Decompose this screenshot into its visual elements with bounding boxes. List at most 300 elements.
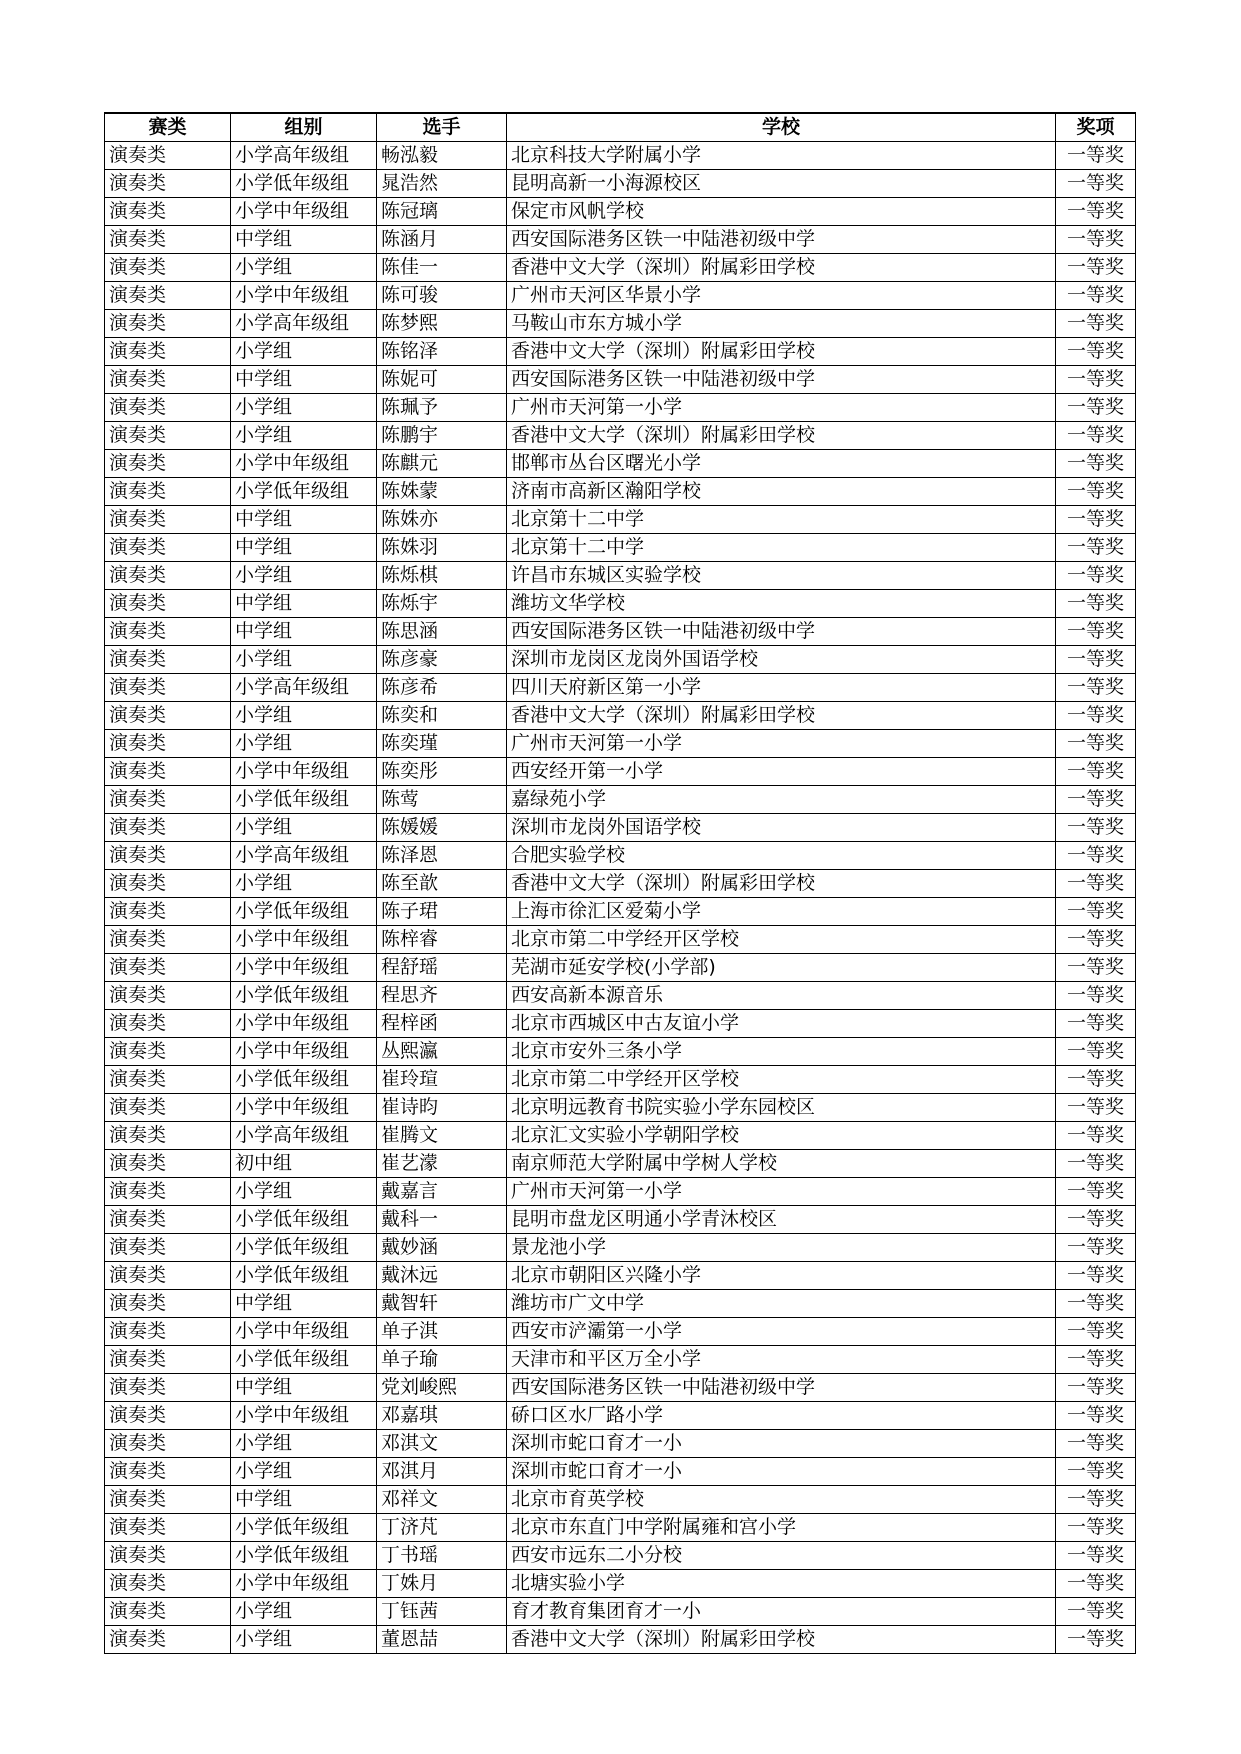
- header-category: 赛类: [105, 113, 231, 142]
- table-row: [105, 1010, 1136, 1038]
- category-cell: 演奏类: [105, 926, 231, 954]
- table-row: [105, 954, 1136, 982]
- group-cell: 小学组: [231, 1178, 377, 1206]
- table-row: [105, 198, 1136, 226]
- table-row: [105, 1234, 1136, 1262]
- contestant-cell: 董恩喆: [377, 1626, 507, 1654]
- contestant-cell: 陈子珺: [377, 898, 507, 926]
- contestant-cell: 陈珮予: [377, 394, 507, 422]
- award-cell: 一等奖: [1056, 1542, 1136, 1570]
- category-cell: 演奏类: [105, 1570, 231, 1598]
- table-row: [105, 870, 1136, 898]
- group-cell: 中学组: [231, 1374, 377, 1402]
- group-cell: 小学低年级组: [231, 786, 377, 814]
- contestant-cell: 陈梓睿: [377, 926, 507, 954]
- group-cell: 小学低年级组: [231, 1262, 377, 1290]
- category-cell: 演奏类: [105, 506, 231, 534]
- category-cell: 演奏类: [105, 1038, 231, 1066]
- school-cell: 香港中文大学（深圳）附属彩田学校: [507, 1626, 1056, 1654]
- award-cell: 一等奖: [1056, 534, 1136, 562]
- school-cell: 深圳市龙岗外国语学校: [507, 814, 1056, 842]
- header-school: 学校: [507, 113, 1056, 142]
- group-cell: 小学组: [231, 702, 377, 730]
- group-cell: 小学低年级组: [231, 1066, 377, 1094]
- contestant-cell: 陈至歆: [377, 870, 507, 898]
- header-group: 组别: [231, 113, 377, 142]
- group-cell: 小学高年级组: [231, 1122, 377, 1150]
- group-cell: 小学组: [231, 562, 377, 590]
- award-cell: 一等奖: [1056, 646, 1136, 674]
- group-cell: 中学组: [231, 506, 377, 534]
- category-cell: 演奏类: [105, 170, 231, 198]
- table-row: [105, 1066, 1136, 1094]
- school-cell: 北京市第二中学经开区学校: [507, 926, 1056, 954]
- school-cell: 马鞍山市东方城小学: [507, 310, 1056, 338]
- school-cell: 嘉绿苑小学: [507, 786, 1056, 814]
- table-row: [105, 730, 1136, 758]
- table-row: [105, 226, 1136, 254]
- school-cell: 北塘实验小学: [507, 1570, 1056, 1598]
- contestant-cell: 戴嘉言: [377, 1178, 507, 1206]
- award-cell: 一等奖: [1056, 814, 1136, 842]
- table-row: [105, 562, 1136, 590]
- table-row: [105, 1374, 1136, 1402]
- award-cell: 一等奖: [1056, 926, 1136, 954]
- school-cell: 景龙池小学: [507, 1234, 1056, 1262]
- table-row: [105, 1486, 1136, 1514]
- school-cell: 香港中文大学（深圳）附属彩田学校: [507, 422, 1056, 450]
- award-cell: 一等奖: [1056, 1486, 1136, 1514]
- contestant-cell: 陈涵月: [377, 226, 507, 254]
- category-cell: 演奏类: [105, 898, 231, 926]
- school-cell: 上海市徐汇区爱菊小学: [507, 898, 1056, 926]
- group-cell: 小学低年级组: [231, 170, 377, 198]
- award-cell: 一等奖: [1056, 702, 1136, 730]
- group-cell: 中学组: [231, 1290, 377, 1318]
- school-cell: 香港中文大学（深圳）附属彩田学校: [507, 338, 1056, 366]
- contestant-cell: 晁浩然: [377, 170, 507, 198]
- group-cell: 小学低年级组: [231, 1206, 377, 1234]
- group-cell: 中学组: [231, 366, 377, 394]
- contestant-cell: 邓祥文: [377, 1486, 507, 1514]
- school-cell: 北京汇文实验小学朝阳学校: [507, 1122, 1056, 1150]
- table-row: [105, 366, 1136, 394]
- contestant-cell: 陈烁棋: [377, 562, 507, 590]
- award-cell: 一等奖: [1056, 170, 1136, 198]
- category-cell: 演奏类: [105, 590, 231, 618]
- group-cell: 小学中年级组: [231, 1010, 377, 1038]
- contestant-cell: 陈冠璃: [377, 198, 507, 226]
- school-cell: 广州市天河第一小学: [507, 1178, 1056, 1206]
- school-cell: 南京师范大学附属中学树人学校: [507, 1150, 1056, 1178]
- school-cell: 许昌市东城区实验学校: [507, 562, 1056, 590]
- category-cell: 演奏类: [105, 954, 231, 982]
- table-row: [105, 1150, 1136, 1178]
- award-cell: 一等奖: [1056, 1122, 1136, 1150]
- school-cell: 昆明市盘龙区明通小学青沐校区: [507, 1206, 1056, 1234]
- group-cell: 小学组: [231, 1626, 377, 1654]
- school-cell: 香港中文大学（深圳）附属彩田学校: [507, 702, 1056, 730]
- category-cell: 演奏类: [105, 226, 231, 254]
- category-cell: 演奏类: [105, 1542, 231, 1570]
- award-cell: 一等奖: [1056, 422, 1136, 450]
- table-row: [105, 814, 1136, 842]
- category-cell: 演奏类: [105, 282, 231, 310]
- school-cell: 保定市风帆学校: [507, 198, 1056, 226]
- award-cell: 一等奖: [1056, 394, 1136, 422]
- award-cell: 一等奖: [1056, 1598, 1136, 1626]
- table-row: [105, 618, 1136, 646]
- category-cell: 演奏类: [105, 1150, 231, 1178]
- table-header: [105, 113, 1136, 142]
- document-page: [104, 112, 1136, 1654]
- group-cell: 小学低年级组: [231, 1542, 377, 1570]
- table-row: [105, 1542, 1136, 1570]
- school-cell: 邯郸市丛台区曙光小学: [507, 450, 1056, 478]
- school-cell: 广州市天河第一小学: [507, 730, 1056, 758]
- category-cell: 演奏类: [105, 814, 231, 842]
- category-cell: 演奏类: [105, 1094, 231, 1122]
- table-row: [105, 1094, 1136, 1122]
- category-cell: 演奏类: [105, 842, 231, 870]
- contestant-cell: 邓嘉琪: [377, 1402, 507, 1430]
- table-row: [105, 1346, 1136, 1374]
- contestant-cell: 畅泓毅: [377, 142, 507, 170]
- table-row: [105, 1290, 1136, 1318]
- group-cell: 小学中年级组: [231, 954, 377, 982]
- category-cell: 演奏类: [105, 310, 231, 338]
- award-cell: 一等奖: [1056, 1066, 1136, 1094]
- category-cell: 演奏类: [105, 786, 231, 814]
- contestant-cell: 单子淇: [377, 1318, 507, 1346]
- table-row: [105, 450, 1136, 478]
- award-cell: 一等奖: [1056, 226, 1136, 254]
- group-cell: 小学组: [231, 1430, 377, 1458]
- contestant-cell: 戴沐远: [377, 1262, 507, 1290]
- contestant-cell: 陈麒元: [377, 450, 507, 478]
- award-cell: 一等奖: [1056, 1206, 1136, 1234]
- table-row: [105, 702, 1136, 730]
- award-cell: 一等奖: [1056, 1318, 1136, 1346]
- category-cell: 演奏类: [105, 1178, 231, 1206]
- group-cell: 小学组: [231, 338, 377, 366]
- school-cell: 西安国际港务区铁一中陆港初级中学: [507, 226, 1056, 254]
- contestant-cell: 党刘峻熙: [377, 1374, 507, 1402]
- group-cell: 中学组: [231, 534, 377, 562]
- category-cell: 演奏类: [105, 1066, 231, 1094]
- contestant-cell: 丁钰茜: [377, 1598, 507, 1626]
- school-cell: 西安国际港务区铁一中陆港初级中学: [507, 1374, 1056, 1402]
- contestant-cell: 陈奕和: [377, 702, 507, 730]
- award-cell: 一等奖: [1056, 450, 1136, 478]
- contestant-cell: 戴科一: [377, 1206, 507, 1234]
- group-cell: 中学组: [231, 1486, 377, 1514]
- school-cell: 北京市第二中学经开区学校: [507, 1066, 1056, 1094]
- group-cell: 小学高年级组: [231, 842, 377, 870]
- award-cell: 一等奖: [1056, 1150, 1136, 1178]
- category-cell: 演奏类: [105, 1430, 231, 1458]
- school-cell: 育才教育集团育才一小: [507, 1598, 1056, 1626]
- group-cell: 小学低年级组: [231, 478, 377, 506]
- group-cell: 小学中年级组: [231, 450, 377, 478]
- category-cell: 演奏类: [105, 338, 231, 366]
- category-cell: 演奏类: [105, 1318, 231, 1346]
- contestant-cell: 丁书瑶: [377, 1542, 507, 1570]
- category-cell: 演奏类: [105, 562, 231, 590]
- award-cell: 一等奖: [1056, 478, 1136, 506]
- school-cell: 北京市朝阳区兴隆小学: [507, 1262, 1056, 1290]
- group-cell: 小学中年级组: [231, 926, 377, 954]
- school-cell: 深圳市龙岗区龙岗外国语学校: [507, 646, 1056, 674]
- awards-table: [104, 112, 1136, 1654]
- group-cell: 小学中年级组: [231, 758, 377, 786]
- table-row: [105, 1318, 1136, 1346]
- category-cell: 演奏类: [105, 1262, 231, 1290]
- award-cell: 一等奖: [1056, 1234, 1136, 1262]
- table-row: [105, 646, 1136, 674]
- award-cell: 一等奖: [1056, 310, 1136, 338]
- award-cell: 一等奖: [1056, 366, 1136, 394]
- group-cell: 小学低年级组: [231, 1346, 377, 1374]
- table-row: [105, 1430, 1136, 1458]
- group-cell: 小学组: [231, 394, 377, 422]
- contestant-cell: 崔诗昀: [377, 1094, 507, 1122]
- category-cell: 演奏类: [105, 730, 231, 758]
- contestant-cell: 程思齐: [377, 982, 507, 1010]
- school-cell: 天津市和平区万全小学: [507, 1346, 1056, 1374]
- school-cell: 香港中文大学（深圳）附属彩田学校: [507, 254, 1056, 282]
- school-cell: 北京市安外三条小学: [507, 1038, 1056, 1066]
- award-cell: 一等奖: [1056, 1094, 1136, 1122]
- group-cell: 小学高年级组: [231, 310, 377, 338]
- award-cell: 一等奖: [1056, 1178, 1136, 1206]
- table-row: [105, 786, 1136, 814]
- contestant-cell: 陈姝亦: [377, 506, 507, 534]
- group-cell: 小学中年级组: [231, 198, 377, 226]
- category-cell: 演奏类: [105, 366, 231, 394]
- award-cell: 一等奖: [1056, 254, 1136, 282]
- group-cell: 中学组: [231, 226, 377, 254]
- group-cell: 小学组: [231, 1458, 377, 1486]
- award-cell: 一等奖: [1056, 1402, 1136, 1430]
- category-cell: 演奏类: [105, 702, 231, 730]
- contestant-cell: 陈思涵: [377, 618, 507, 646]
- group-cell: 小学低年级组: [231, 1234, 377, 1262]
- award-cell: 一等奖: [1056, 590, 1136, 618]
- contestant-cell: 单子瑜: [377, 1346, 507, 1374]
- group-cell: 小学组: [231, 422, 377, 450]
- school-cell: 合肥实验学校: [507, 842, 1056, 870]
- contestant-cell: 邓淇月: [377, 1458, 507, 1486]
- table-row: [105, 1458, 1136, 1486]
- school-cell: 北京第十二中学: [507, 506, 1056, 534]
- award-cell: 一等奖: [1056, 1262, 1136, 1290]
- table-row: [105, 1262, 1136, 1290]
- category-cell: 演奏类: [105, 1626, 231, 1654]
- contestant-cell: 陈姝羽: [377, 534, 507, 562]
- group-cell: 小学中年级组: [231, 1402, 377, 1430]
- award-cell: 一等奖: [1056, 1514, 1136, 1542]
- table-row: [105, 1598, 1136, 1626]
- category-cell: 演奏类: [105, 1458, 231, 1486]
- category-cell: 演奏类: [105, 1122, 231, 1150]
- contestant-cell: 陈彦希: [377, 674, 507, 702]
- table-row: [105, 142, 1136, 170]
- school-cell: 北京科技大学附属小学: [507, 142, 1056, 170]
- contestant-cell: 崔艺濛: [377, 1150, 507, 1178]
- school-cell: 深圳市蛇口育才一小: [507, 1430, 1056, 1458]
- contestant-cell: 陈姝蒙: [377, 478, 507, 506]
- award-cell: 一等奖: [1056, 1290, 1136, 1318]
- table-row: [105, 534, 1136, 562]
- award-cell: 一等奖: [1056, 1430, 1136, 1458]
- award-cell: 一等奖: [1056, 142, 1136, 170]
- contestant-cell: 戴智轩: [377, 1290, 507, 1318]
- contestant-cell: 丁济芃: [377, 1514, 507, 1542]
- group-cell: 小学组: [231, 646, 377, 674]
- category-cell: 演奏类: [105, 534, 231, 562]
- header-row: [105, 113, 1136, 142]
- school-cell: 北京明远教育书院实验小学东园校区: [507, 1094, 1056, 1122]
- contestant-cell: 戴妙涵: [377, 1234, 507, 1262]
- school-cell: 北京市东直门中学附属雍和宫小学: [507, 1514, 1056, 1542]
- school-cell: 潍坊市广文中学: [507, 1290, 1056, 1318]
- table-row: [105, 674, 1136, 702]
- table-row: [105, 1514, 1136, 1542]
- category-cell: 演奏类: [105, 1234, 231, 1262]
- table-row: [105, 842, 1136, 870]
- table-row: [105, 1626, 1136, 1654]
- group-cell: 小学组: [231, 870, 377, 898]
- school-cell: 潍坊文华学校: [507, 590, 1056, 618]
- category-cell: 演奏类: [105, 758, 231, 786]
- category-cell: 演奏类: [105, 1402, 231, 1430]
- group-cell: 小学低年级组: [231, 982, 377, 1010]
- table-row: [105, 282, 1136, 310]
- award-cell: 一等奖: [1056, 198, 1136, 226]
- award-cell: 一等奖: [1056, 338, 1136, 366]
- header-contestant: 选手: [377, 113, 507, 142]
- category-cell: 演奏类: [105, 142, 231, 170]
- school-cell: 西安国际港务区铁一中陆港初级中学: [507, 366, 1056, 394]
- contestant-cell: 崔玲瑄: [377, 1066, 507, 1094]
- table-row: [105, 1178, 1136, 1206]
- school-cell: 西安市远东二小分校: [507, 1542, 1056, 1570]
- award-cell: 一等奖: [1056, 674, 1136, 702]
- contestant-cell: 陈媛媛: [377, 814, 507, 842]
- award-cell: 一等奖: [1056, 1374, 1136, 1402]
- contestant-cell: 陈佳一: [377, 254, 507, 282]
- award-cell: 一等奖: [1056, 758, 1136, 786]
- group-cell: 中学组: [231, 618, 377, 646]
- award-cell: 一等奖: [1056, 842, 1136, 870]
- group-cell: 小学中年级组: [231, 282, 377, 310]
- category-cell: 演奏类: [105, 1486, 231, 1514]
- contestant-cell: 陈彦豪: [377, 646, 507, 674]
- award-cell: 一等奖: [1056, 898, 1136, 926]
- group-cell: 小学组: [231, 1598, 377, 1626]
- category-cell: 演奏类: [105, 982, 231, 1010]
- school-cell: 芜湖市延安学校(小学部): [507, 954, 1056, 982]
- award-cell: 一等奖: [1056, 786, 1136, 814]
- category-cell: 演奏类: [105, 1346, 231, 1374]
- contestant-cell: 陈泽恩: [377, 842, 507, 870]
- school-cell: 广州市天河区华景小学: [507, 282, 1056, 310]
- category-cell: 演奏类: [105, 1598, 231, 1626]
- contestant-cell: 陈莺: [377, 786, 507, 814]
- school-cell: 西安市浐灞第一小学: [507, 1318, 1056, 1346]
- school-cell: 西安高新本源音乐: [507, 982, 1056, 1010]
- school-cell: 硚口区水厂路小学: [507, 1402, 1056, 1430]
- award-cell: 一等奖: [1056, 1570, 1136, 1598]
- category-cell: 演奏类: [105, 450, 231, 478]
- award-cell: 一等奖: [1056, 282, 1136, 310]
- contestant-cell: 陈妮可: [377, 366, 507, 394]
- category-cell: 演奏类: [105, 198, 231, 226]
- category-cell: 演奏类: [105, 1206, 231, 1234]
- award-cell: 一等奖: [1056, 730, 1136, 758]
- header-award: 奖项: [1056, 113, 1136, 142]
- group-cell: 小学中年级组: [231, 1318, 377, 1346]
- table-row: [105, 1038, 1136, 1066]
- table-row: [105, 1402, 1136, 1430]
- contestant-cell: 陈鹏宇: [377, 422, 507, 450]
- school-cell: 北京第十二中学: [507, 534, 1056, 562]
- school-cell: 西安国际港务区铁一中陆港初级中学: [507, 618, 1056, 646]
- table-row: [105, 338, 1136, 366]
- category-cell: 演奏类: [105, 422, 231, 450]
- category-cell: 演奏类: [105, 618, 231, 646]
- school-cell: 广州市天河第一小学: [507, 394, 1056, 422]
- group-cell: 小学中年级组: [231, 1094, 377, 1122]
- group-cell: 小学组: [231, 730, 377, 758]
- contestant-cell: 陈梦熙: [377, 310, 507, 338]
- category-cell: 演奏类: [105, 254, 231, 282]
- table-row: [105, 590, 1136, 618]
- group-cell: 小学中年级组: [231, 1038, 377, 1066]
- category-cell: 演奏类: [105, 394, 231, 422]
- school-cell: 北京市西城区中古友谊小学: [507, 1010, 1056, 1038]
- award-cell: 一等奖: [1056, 982, 1136, 1010]
- school-cell: 昆明高新一小海源校区: [507, 170, 1056, 198]
- group-cell: 中学组: [231, 590, 377, 618]
- contestant-cell: 程舒瑶: [377, 954, 507, 982]
- group-cell: 小学低年级组: [231, 1514, 377, 1542]
- category-cell: 演奏类: [105, 1514, 231, 1542]
- contestant-cell: 程梓函: [377, 1010, 507, 1038]
- table-row: [105, 1206, 1136, 1234]
- table-row: [105, 254, 1136, 282]
- award-cell: 一等奖: [1056, 1346, 1136, 1374]
- school-cell: 深圳市蛇口育才一小: [507, 1458, 1056, 1486]
- category-cell: 演奏类: [105, 1010, 231, 1038]
- group-cell: 小学高年级组: [231, 142, 377, 170]
- contestant-cell: 丛熙瀛: [377, 1038, 507, 1066]
- school-cell: 济南市高新区瀚阳学校: [507, 478, 1056, 506]
- table-row: [105, 478, 1136, 506]
- contestant-cell: 陈烁宇: [377, 590, 507, 618]
- group-cell: 小学组: [231, 254, 377, 282]
- award-cell: 一等奖: [1056, 954, 1136, 982]
- category-cell: 演奏类: [105, 646, 231, 674]
- award-cell: 一等奖: [1056, 870, 1136, 898]
- table-row: [105, 1122, 1136, 1150]
- contestant-cell: 陈铭泽: [377, 338, 507, 366]
- contestant-cell: 陈可骏: [377, 282, 507, 310]
- contestant-cell: 陈奕彤: [377, 758, 507, 786]
- group-cell: 小学中年级组: [231, 1570, 377, 1598]
- category-cell: 演奏类: [105, 1290, 231, 1318]
